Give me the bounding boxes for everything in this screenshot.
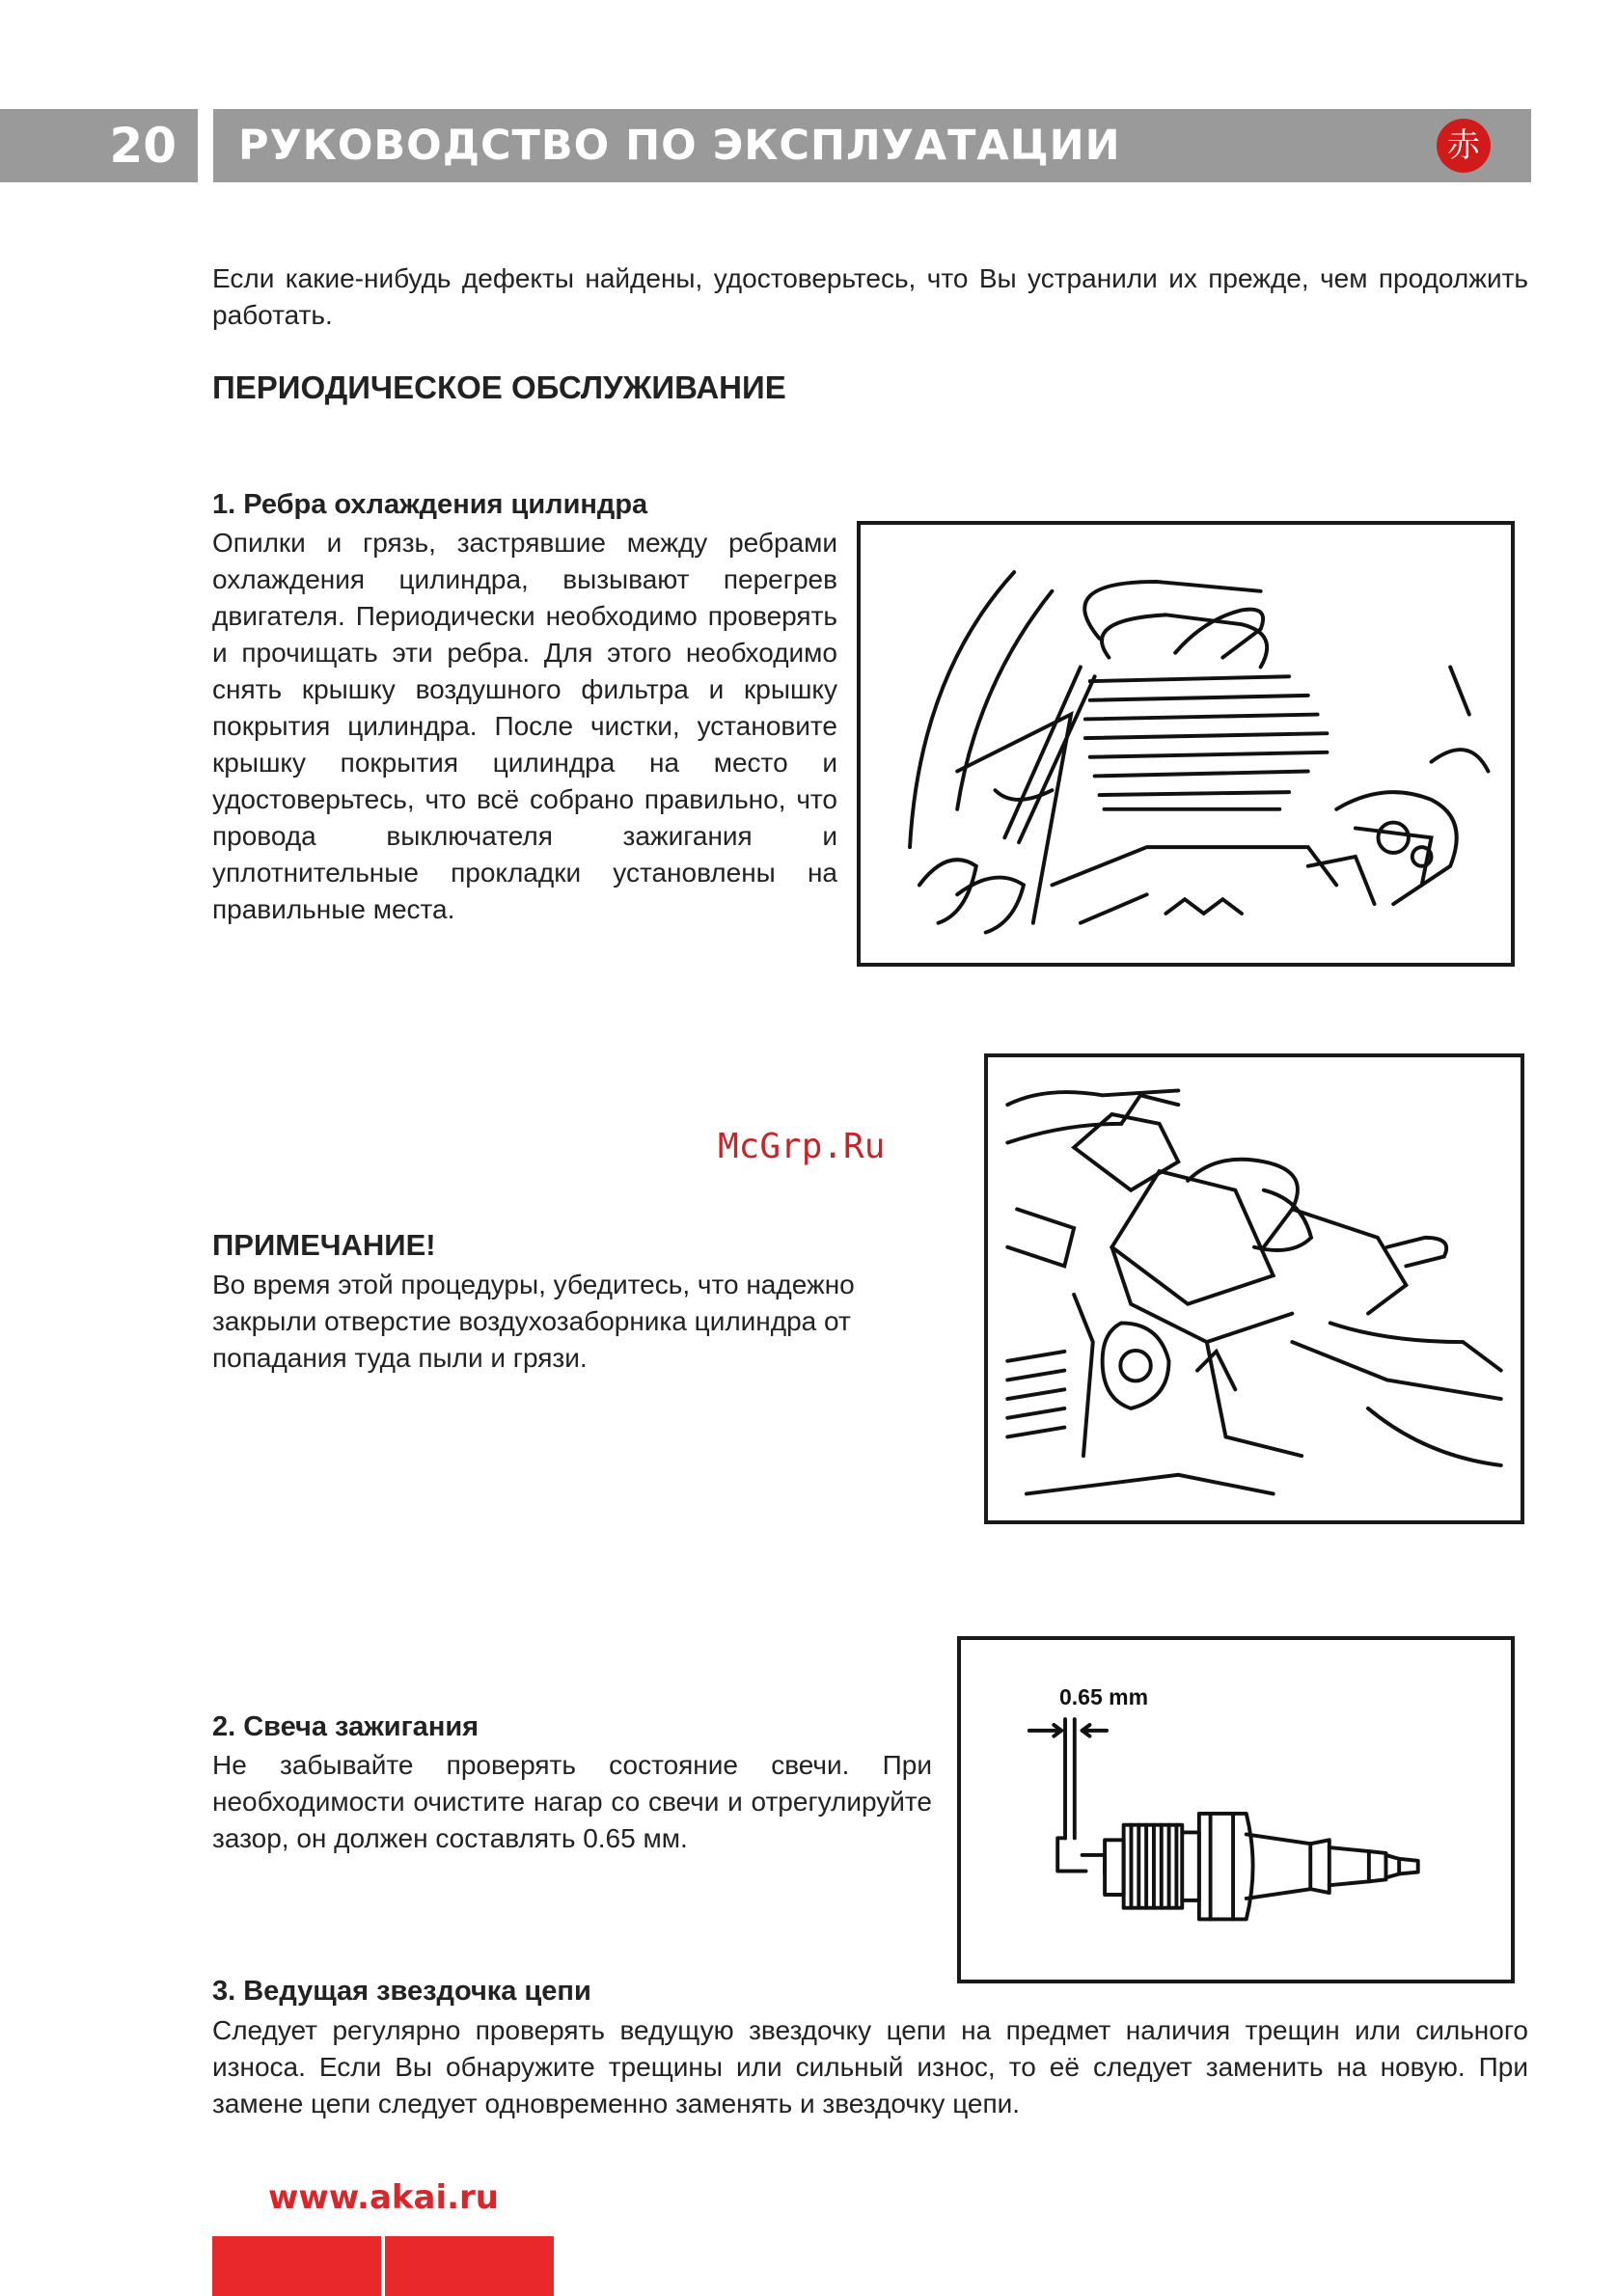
item1-title: 1. Ребра охлаждения цилиндра — [212, 489, 648, 520]
item3-text: Следует регулярно проверять ведущую звездочку цепи на предмет наличия трещин или сильного износа. Если Вы обнаружите трещины или сильный износ, то её следует заменить на новую. При замене цепи следует одновременно заменять и звездочку цепи. — [212, 2015, 1528, 2118]
spark-plug-drawing — [961, 1640, 1511, 1980]
page-number: 20 — [0, 109, 198, 182]
item3-title: 3. Ведущая звездочка цепи — [212, 1976, 591, 2007]
note-title: ПРИМЕЧАНИЕ! — [212, 1228, 436, 1262]
watermark: McGrp.Ru — [718, 1127, 886, 1166]
header-bar — [213, 109, 1531, 182]
intro-paragraph: Если какие-нибудь дефекты найдены, удостоверьтесь, что Вы устранили их прежде, чем продолжить работать. — [212, 263, 1528, 330]
note-text: Во время этой процедуры, убедитесь, что надежно закрыли отверстие воздухозаборника цилиндра от попадания туда пыли и грязи. — [212, 1270, 855, 1373]
item2-text: Не забывайте проверять состояние свечи. При необходимости очистите нагар со свечи и отрегулируйте зазор, он должен составлять 0.65 мм. — [212, 1750, 932, 1853]
air-intake-drawing — [988, 1057, 1521, 1520]
air-intake-illustration — [984, 1053, 1524, 1524]
item1-text: Опилки и грязь, застрявшие между ребрами охлаждения цилиндра, вызывают перегрев двигателя. Периодически необходимо проверять и прочищать эти ребра. Для этого необходимо снять крышку воздушного фильтра и крышку покрытия цилиндра. После чистки, установите крышку покрытия цилиндра на место и удостоверьтесь, что всё собрано правильно, что провода выключателя зажигания и уплотнительные прокладки установлены на правильные места. — [212, 528, 837, 924]
footer-bar-right — [385, 2236, 554, 2296]
manual-title: РУКОВОДСТВО ПО ЭКСПЛУАТАЦИИ — [238, 122, 1121, 170]
item2-title: 2. Свеча зажигания — [212, 1711, 480, 1742]
footer-bar-left — [212, 2236, 381, 2296]
footer-url: www.akai.ru — [268, 2178, 500, 2217]
spark-plug-illustration — [957, 1636, 1515, 1983]
akai-logo-icon: 赤 — [1437, 119, 1491, 173]
section-title: ПЕРИОДИЧЕСКОЕ ОБСЛУЖИВАНИЕ — [212, 369, 786, 405]
gap-label: 0.65 mm — [1059, 1684, 1149, 1709]
cylinder-cleaning-illustration — [857, 521, 1515, 967]
cylinder-drawing — [861, 525, 1511, 963]
